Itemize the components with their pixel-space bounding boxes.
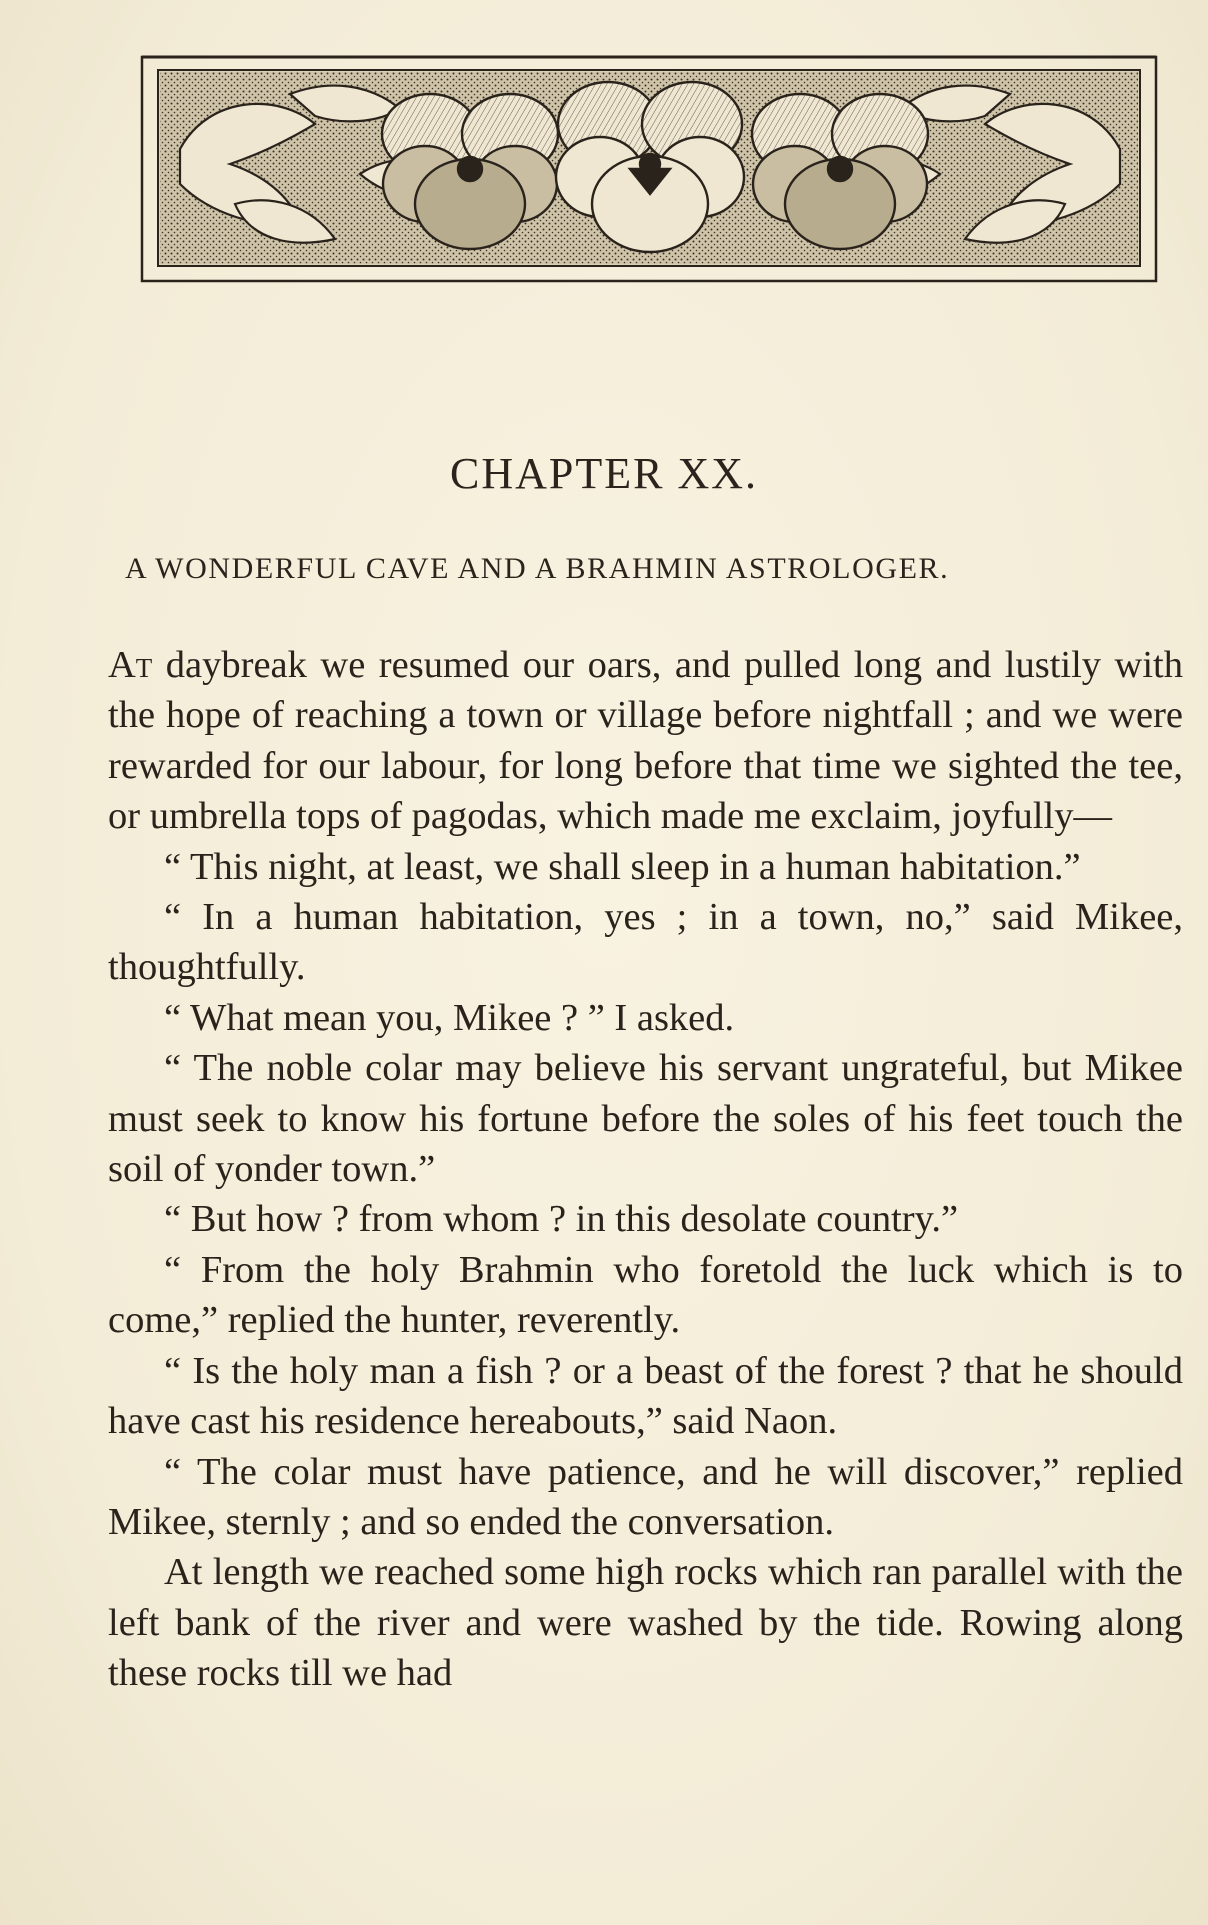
chapter-subtitle: A WONDERFUL CAVE AND A BRAHMIN ASTROLOGER. bbox=[125, 552, 950, 585]
paragraph: “ From the holy Brahmin who foretold the luck which is to come,” replied the hunter, reverently. bbox=[108, 1248, 1183, 1342]
paragraph: “ This night, at least, we shall sleep in a human habitation.” bbox=[164, 845, 1081, 888]
paragraph: “ In a human habitation, yes ; in a town, no,” said Mikee, thoughtfully. bbox=[108, 896, 1183, 989]
paragraph: “ The colar must have patience, and he will discover,” replied Mikee, sternly ; and so ended the conversation. bbox=[108, 1450, 1183, 1543]
chapter-title: CHAPTER XX. bbox=[449, 449, 759, 498]
paragraph: “ Is the holy man a fish ? or a beast of the forest ? that he should have cast his residence hereabouts,” said Naon. bbox=[108, 1349, 1183, 1443]
paragraph: “ The noble colar may believe his servant ungrateful, but Mikee must seek to know his fortune before the soles of his feet touch the soil of yonder town.” bbox=[108, 1047, 1183, 1191]
paragraph-text: daybreak we resumed our oars, and pulled long and lustily with the hope of reaching a town or village before nightfall ; and we were rewarded for our labour, for long before that time we sighted the tee, or umbrella tops of pagodas, which made me exclaim, joyfully— bbox=[108, 644, 1183, 838]
paragraph: “ What mean you, Mikee ? ” I asked. bbox=[164, 996, 735, 1039]
paragraph bbox=[108, 640, 1183, 842]
paragraph: At length we reached some high rocks which ran parallel with the left bank of the river and were washed by the tide. Rowing along these rocks till we had bbox=[108, 1551, 1183, 1695]
pansy-floral-headpiece-ornament bbox=[140, 54, 1160, 284]
paragraph: “ But how ? from whom ? in this desolate country.” bbox=[164, 1198, 959, 1241]
headpiece-svg bbox=[140, 54, 1160, 284]
chapter-body bbox=[108, 640, 1183, 1699]
paragraph-lead-word: At bbox=[108, 644, 153, 686]
